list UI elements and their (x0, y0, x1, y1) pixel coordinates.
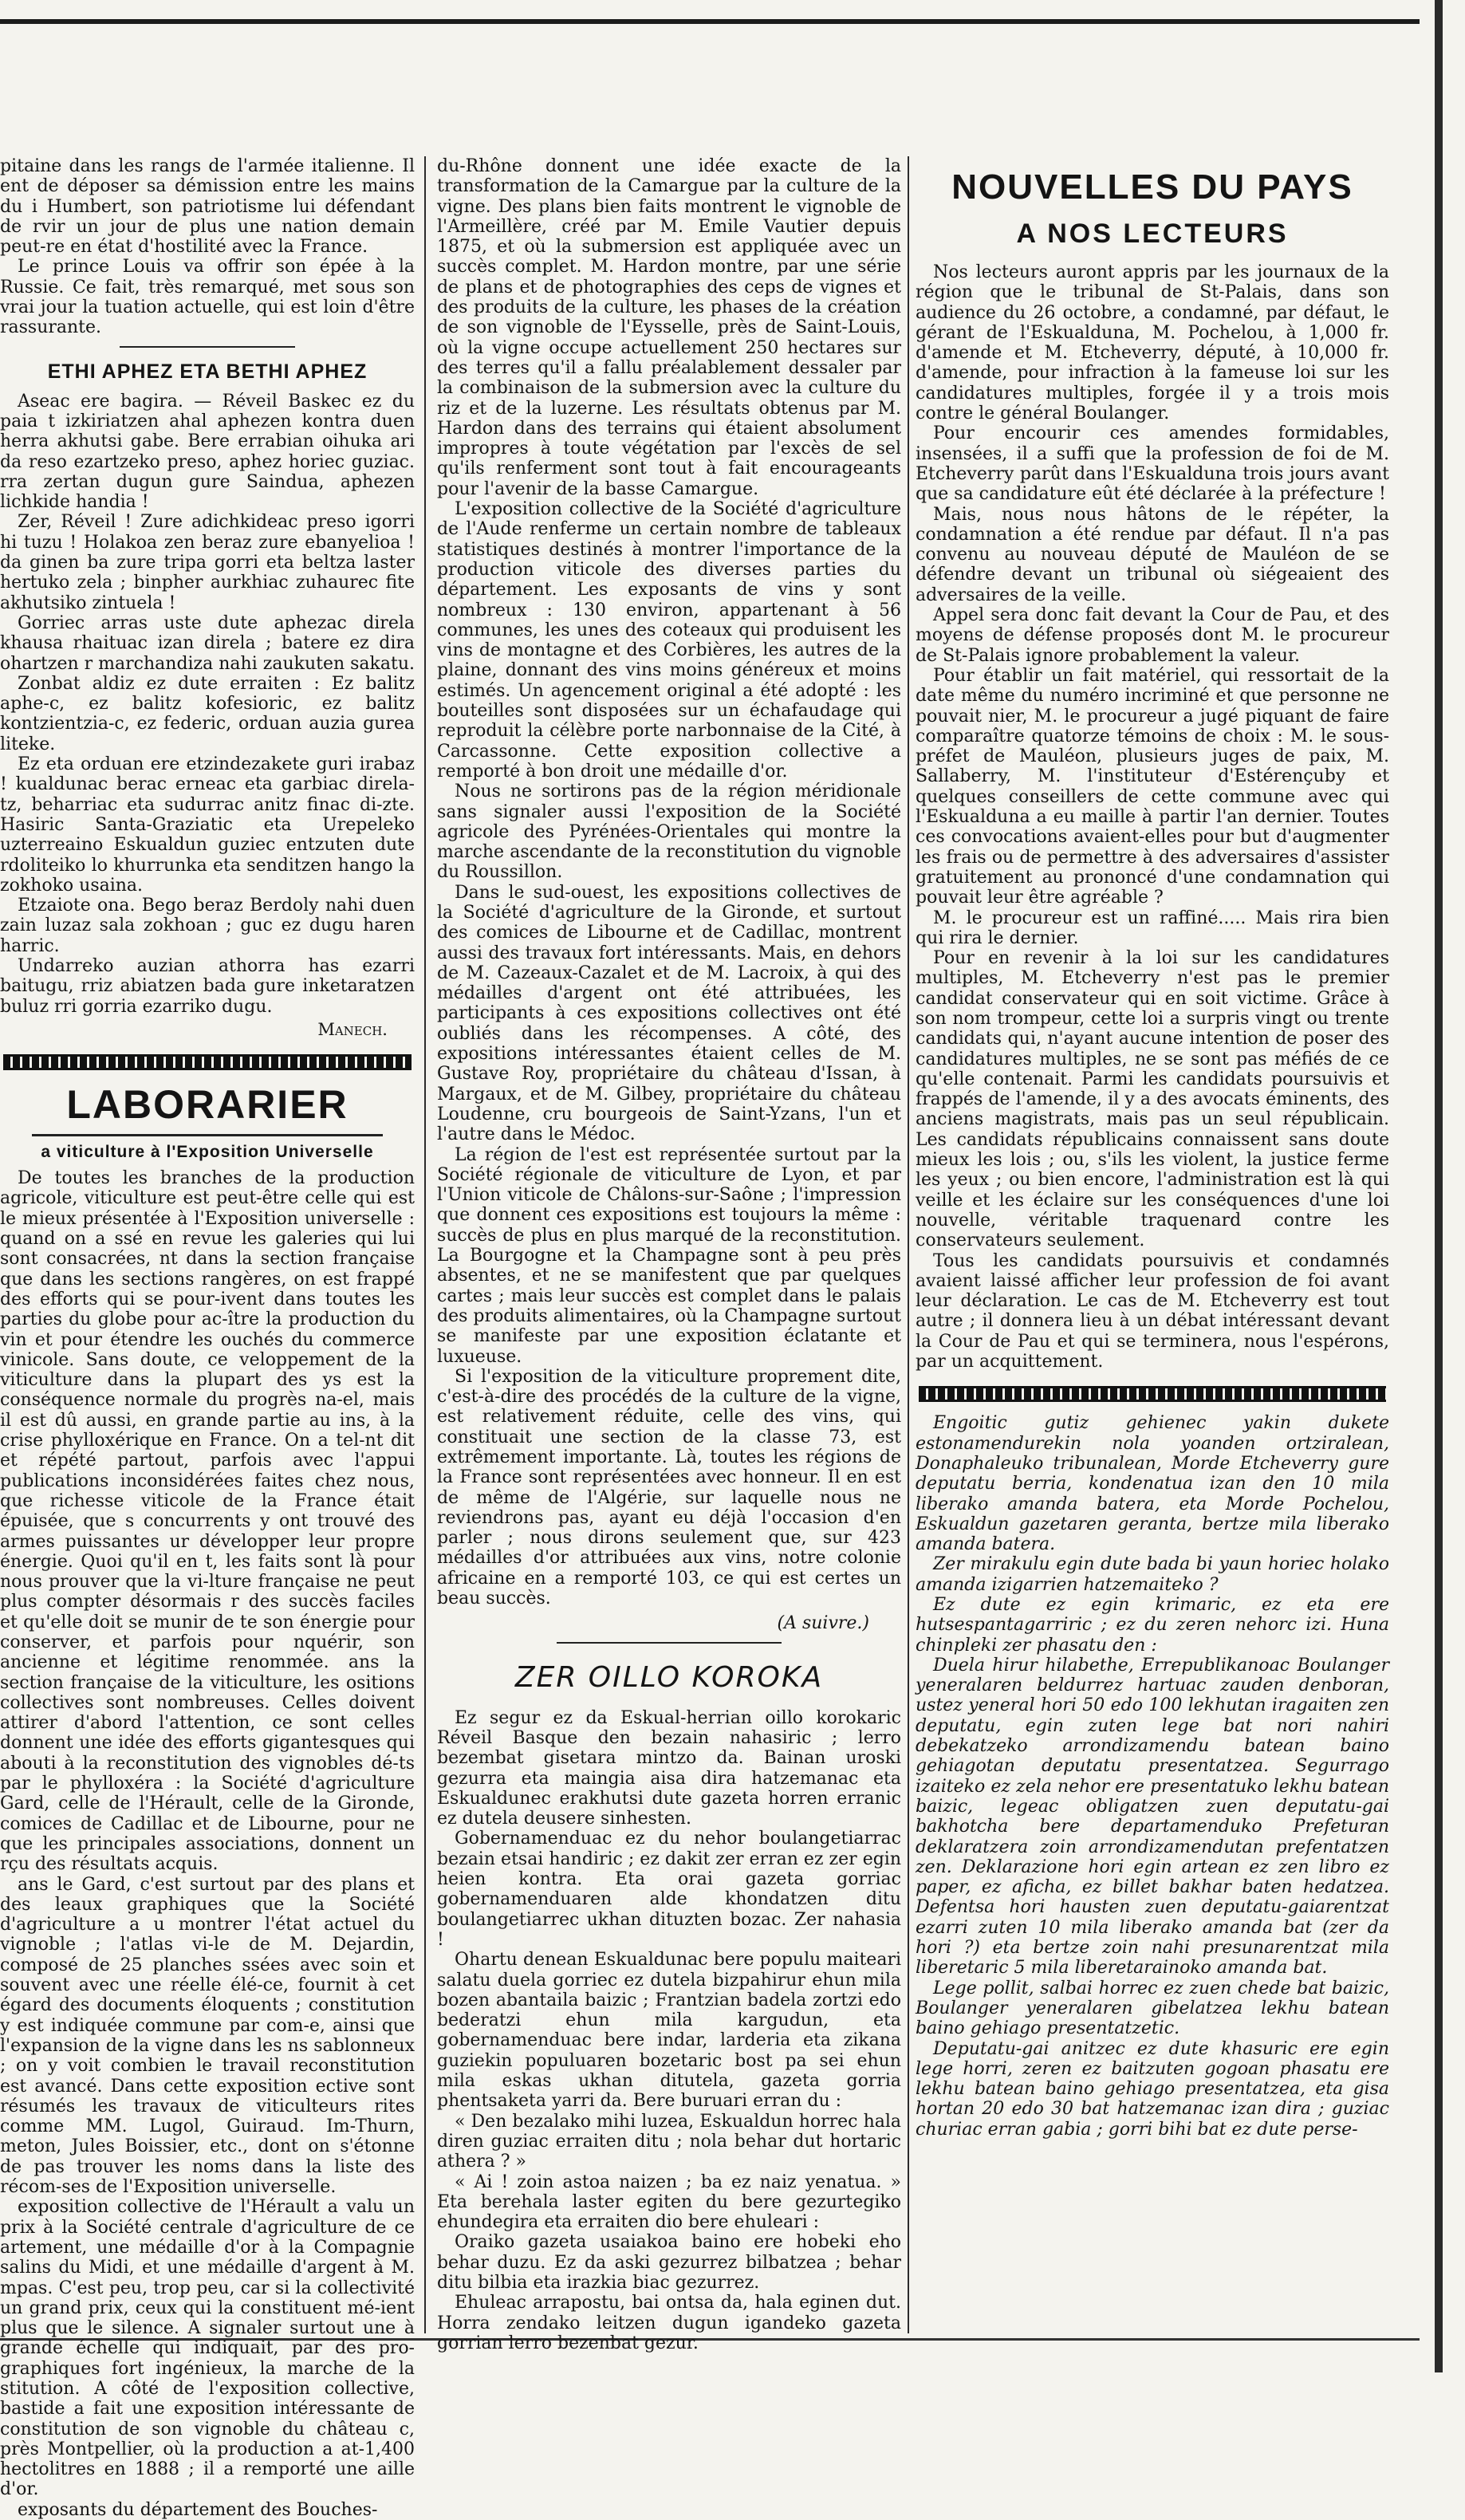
article-paragraph: Ez dute ez egin krimaric, ez eta ere hutsespantagarriric ; ez du zeren nehorc izi. Huna chinpleki zer phasatu den : (916, 1595, 1389, 1656)
article-paragraph: Ez segur ez da Eskual-herrian oillo korokaric Réveil Basque den bezain nahasiric ; lerro bezembat gisetara mintzo da. Bainan uroski gezurra eta maingia aisa dira hatzemanac eta Eskualdunec erakhutsi dute gazeta horren erranic ez dutela deusere sinhesten. (437, 1707, 901, 1829)
nouvelles-du-pays-heading: NOUVELLES DU PAYS (951, 167, 1353, 207)
article-paragraph: Ehuleac arrapostu, bai ontsa da, hala eginen dut. Horra zendako leitzen dugun igandeko gazeta gorrian lerro bezenbat gezur. (437, 2293, 901, 2353)
article-paragraph: Undarreko auzian athorra has ezarri baitugu, rriz abiatzen bada gure inketaratzen buluz rri gorria ezarriko dugu. (0, 955, 415, 1017)
article-paragraph: Tous les candidats poursuivis et condamnés avaient laissé afficher leur profession de foi avant leur déclaration. Le cas de M. Etcheverry est tout autre ; il donnera lieu à un débat intéressant devant la Cour de Pau et qui se terminera, nous l'espérons, par un acquittement. (916, 1250, 1389, 1372)
column-right (916, 156, 1389, 2333)
article-paragraph: Zer mirakulu egin dute bada bi yaun horiec holako amanda izigarrien hatzemaiteko ? (916, 1554, 1389, 1595)
a-nos-lecteurs-heading: A NOS LECTEURS (1016, 219, 1289, 249)
article-paragraph: Mais, nous nous hâtons de le répéter, la condamnation a été rendue par défaut. Il n'a pas convenu au nouveau député de Mauléon de se défendre devant un tribunal où siégeaient des adversaires de la veille. (916, 504, 1389, 605)
article-paragraph: Lege pollit, salbai horrec ez zuen chede bat baizic, Boulanger yeneralaren gibelatzea lekhu batean baino gehiago presentatzetic. (916, 1978, 1389, 2039)
separator-rule (32, 1134, 383, 1136)
article-paragraph: Zonbat aldiz ez dute erraiten : Ez balitz aphe-c, ez balitz kofesioric, ez balitz kontzientzia-c, ez federic, orduan auzia gurea liteke. (0, 673, 415, 754)
article-paragraph: Ez eta orduan ere etzindezakete guri irabaz ! kualdunac berac erneac eta garbiac direla-tz, beharriac eta sudurrac anitz finac di-zte. Hasiric Santa-Graziatic eta Urepeleko uzterreaino Eskualdun guziec entzuten dute rdoliteiko lo khurrunka eta senditzen hango la zokhoko usaina. (0, 754, 415, 896)
article-paragraph: « Ai ! zoin astoa naizen ; ba ez naiz yenatua. » Eta berehala laster egiten du bere gezurtegiko ehundegira eta erraiten dio bere ehuleari : (437, 2172, 901, 2233)
column-rule-left (424, 156, 426, 2333)
article-paragraph: M. le procureur est un raffiné..... Mais rira bien qui rira le dernier. (916, 908, 1389, 948)
article-paragraph: Si l'exposition de la viticulture proprement dite, c'est-à-dire des procédés de la culture de la vigne, est relativement réduite, celle des vins, qui constituait une section de la classe 73, est extrêmement importante. Là, toutes les régions de la France sont représentées avec honneur. Il en est de même de l'Algérie, sur laquelle nous ne reviendrons pas, ayant eu déjà l'occasion d'en parler ; nous dirons seulement que, sur 423 médailles d'or attribuées aux vins, notre colonie africaine en a remporté 103, ce qui est certes un beau succès. (437, 1366, 901, 1609)
bethi-aphez-heading: ETHI APHEZ ETA BETHI APHEZ (47, 360, 368, 383)
article-paragraph: Oraiko gazeta usaiakoa baino ere hobeki eho behar duzu. Ez da aski gezurrez bilbatzea ; behar ditu bilbia eta irazkia biac gezurrez. (437, 2232, 901, 2293)
article-paragraph: « Den bezalako mihi luzea, Eskualdun horrec hala diren guziac erraiten ditu ; nola behar dut hortaric athera ? » (437, 2111, 901, 2172)
article-paragraph: Nous ne sortirons pas de la région méridionale sans signaler aussi l'exposition de la Société agricole des Pyrénées-Orientales qui montre la marche ascendante de la reconstitution du vignoble du Roussillon. (437, 782, 901, 883)
article-paragraph: Pour établir un fait matériel, qui ressortait de la date même du numéro incriminé et que personne ne pouvait nier, M. le procureur a jugé piquant de faire comparaître quatorze témoins de choix : M. le sous-préfet de Mauléon, plusieurs juges de paix, M. Sallaberry, M. l'instituteur d'Estérençuby et quelques conseillers de cette commune avec qui l'Eskualduna a eu maille à partir l'an dernier. Toutes ces convocations avaient-elles pour but d'augmenter les frais ou de permettre à des adversaires d'assister gratuitement au prononcé d'une condamnation qui pouvait leur être agréable ? (916, 665, 1389, 908)
article-paragraph: Dans le sud-ouest, les expositions collectives de la Société d'agriculture de la Gironde, et surtout des comices de Libourne et de Cadillac, montrent aussi des travaux fort intéressants. Mais, en dehors de M. Cazeaux-Cazalet et de M. Lacroix, à qui des médailles d'argent ont été attribuées, les participants à ces expositions collectives ont été oubliés dans les récompenses. A côté, des expositions intéressantes étaient celles de M. Gustave Roy, propriétaire du château d'Issan, à Margaux, et de M. Gilbey, propriétaire du château Loudenne, cru bourgeois de Saint-Yzans, l'un et l'autre dans le Médoc. (437, 882, 901, 1145)
laborarier-subheading: a viticulture à l'Exposition Universelle (41, 1143, 374, 1162)
article-paragraph: Duela hirur hilabethe, Errepublikanoac Boulanger yeneralaren beldurrez hartuac zauden denboran, ustez yeneral hori 50 edo 100 lekhutan iragaiten zen deputatu, egin zuten lege bat nori nahiri debekatzeko arrondizamendu batean baino gehiagotan deputatu presentatzea. Segurrago izaiteko ez zela nehor ere presentatuko lekhu batean baizic, legeac obligatzen zuen deputatu-gai bakhotcha bere departamenduko Prefeturan deklaratzera zoin arrondizamendutan prefentatzen zen. Deklarazione hori egin artean ez zen libro ez paper, ez aficha, ez billet bakhar baten hedatzea. Defentsa hori hausten zuen deputatu-gaiarentzat ezarri zuten 10 mila liberako amanda bat (zer da hori ?) eta bertze zoin nahi presunarentzat mila liberetaric 5 mila liberetarainoko amanda bat. (916, 1655, 1389, 1979)
article-paragraph: exposition collective de l'Hérault a valu un prix à la Société centrale d'agriculture de ce artement, une médaille d'or à la Compagnie salins du Midi, et une médaille d'argent à M. mpas. C'est peu, trop peu, car si la collectivité un grand prix, ceux qui la constituent mé-ient plus que le silence. A signaler surtout une à grande échelle qui indiquait, par des pro-graphiques fort ingénieux, la marche de la stitution. A côté de l'exposition collective, bastide a fait une exposition intéressante de constitution de son vignoble du château c, près Montpellier, où la production a at-1,400 hectolitres en 1888 ; il a remporté une aille d'or. (0, 2197, 415, 2500)
article-paragraph: Engoitic gutiz gehienec yakin dukete estonamendurekin nola yoanden ortziralean, Donaphaleuko tribunalean, Morde Etcheverry gure deputatu berria, kondenatua izan den 10 mila liberako amanda batera, eta Morde Pochelou, Eskualdun gazetaren geranta, bertze mila liberako amanda batera. (916, 1413, 1389, 1555)
article-signature: Manech. (317, 1019, 388, 1039)
article-paragraph: Etzaiote ona. Bego beraz Berdoly nahi duen zain luzaz sala zokhoan ; guc ez dugu haren harric. (0, 896, 415, 956)
article-paragraph: Appel sera donc fait devant la Cour de Pau, et des moyens de défense proposés dont M. le procureur de St-Palais ignore probablement la valeur. (916, 605, 1389, 666)
article-paragraph: pitaine dans les rangs de l'armée italienne. Il ent de déposer sa démission entre les mains du i Humbert, son patriotisme lui défendant de rvir un jour de plus une nation demain peut-re en état d'hostilité avec la France. (0, 156, 415, 258)
article-paragraph: Nos lecteurs auront appris par les journaux de la région que le tribunal de St-Palais, dans son audience du 26 octobre, a condamné, par défaut, le gérant de l'Eskualduna, M. Pochelou, à 1,000 fr. d'amende et M. Etcheverry, député, à 10,000 fr. d'amende, pour infraction à la fameuse loi sur les candidatures multiples, forgée il y a trois mois contre le général Boulanger. (916, 262, 1389, 424)
section-divider-bar (3, 1054, 412, 1070)
page-top-rule (0, 19, 1420, 24)
article-paragraph: Gorriec arras uste dute aphezac direla khausa rhaituac izan direla ; batere ez dira ohartzen r marchandiza nahi zaukuten sakatu. (0, 612, 415, 674)
section-divider-bar (919, 1386, 1386, 1402)
article-paragraph: Gobernamenduac ez du nehor boulangetiarrac bezain etsai handiric ; ez dakit zer erran ez zer egin heien kontra. Eta orai gazeta gorriac gobernamenduaren alde khondatzen ditu boulangetiarrec ukhan dituzten bozac. Zer nahasia ! (437, 1829, 901, 1950)
article-paragraph: exposants du département des Bouches- (18, 2499, 378, 2520)
article-paragraph: Zer, Réveil ! Zure adichkideac preso igorri hi tuzu ! Holakoa zen beraz zure ebanyelioa ! da ginen ba zure tripa gorri eta beltza laster hertuko zela ; binpher aurkhiac zuhaurec fite akhutsiko zintuela ! (0, 512, 415, 613)
article-paragraph: De toutes les branches de la production agricole, viticulture est peut-être celle qui est le mieux présentée à l'Exposition universelle : quand on a ssé en revue les galeries qui lui sont consacrées, nt dans la section française que dans les sections rangères, on est frappé des efforts qui se pour-ivent dans toutes les parties du globe pour ac-ître la production du vin et pour étendre les ouchés du commerce vinicole. Sans doute, ce veloppement de la viticulture dans la plupart des ys est la conséquence normale du progrès na-el, mais il est dû aussi, en grande partie au ins, à la crise phylloxérique en France. On a tel-nt dit et répété partout, parfois avec l'appui publications inconsidérées faites chez nous, que richesse viticole de la France était épuisée, que s concurrents y ont trouvé des armes puissantes ur développer leur propre énergie. Quoi qu'il en t, les faits sont là pour nous prouver que la vi-lture française ne peut plus compter désormais r des succès faciles et qu'elle doit se munir de te son énergie pour conserver, et parfois pour nquérir, son ancienne et légitime renommée. ans la section française de la viticulture, les ositions collectives sont nombreuses. Celles doivent attirer d'abord l'attention, ce sont celles donnent une idée des efforts gigantesques qui abouti à la reconstitution des vignobles dé-ts par le phylloxéra : la Société d'agriculture Gard, celle de l'Hérault, celle de la Gironde, comices de Cadillac et de Libourne, pour ne que les principales associations, donnent un rçu des résultats acquis. (0, 1168, 415, 1875)
article-paragraph: Pour en revenir à la loi sur les candidatures multiples, M. Etcheverry n'est pas le premier candidat conservateur qui en soit victime. Grâce à son nom trompeur, cette loi a surpris vingt ou trente candidats qui, n'ayant aucune intention de poser des candidatures multiples, ne se sont pas méfiés de ce qu'elle contenait. Parmi les candidats poursuivis et frappés de l'amende, il y a des avocats éminents, des anciens magistrats, mais pas un seul républicain. Les candidats républicains connaissent sans doute mieux les lois ; ou, s'ils les violent, la justice ferme les yeux ; ou bien encore, l'administration est là qui veille et les éclaire sur les conséquences d'une loi nouvelle, véritable traquenard contre les conservateurs seulement. (916, 948, 1389, 1251)
article-paragraph: L'exposition collective de la Société d'agriculture de l'Aude renferme un certain nombre de tableaux statistiques destinés à montrer l'importance de la production viticole des diverses parties du département. Les exposants de vins y sont nombreux : 130 environ, appartenant à 56 communes, les unes des coteaux qui produisent les vins de montagne et des Corbières, les autres de la plaine, donnant des vins moins généreux et moins estimés. Un agencement original a été adopté : les bouteilles sont disposées sur un échafaudage qui reproduit la célèbre porte narbonnaise de la Cité, à Carcassonne. Cette exposition collective a remporté à bon droit une médaille d'or. (437, 499, 901, 782)
laborarier-heading: LABORARIER (66, 1082, 349, 1128)
separator-rule (557, 1642, 782, 1644)
article-paragraph: Deputatu-gai anitzec ez dute khasuric ere egin lege horri, zeren ez baitzuten gogoan phasatu ere lekhu batean baino gehiago presentatzea, eta gisa hortan 20 edo 30 bat hatzemanac izan dira ; guziac churiac erran gabia ; gorri bihi bat ez dute perse- (916, 2038, 1389, 2140)
article-paragraph: Le prince Louis va offrir son épée à la Russie. Ce fait, très remarqué, met sous son vrai jour la tuation actuelle, qui est loin d'être rassurante. (0, 257, 415, 338)
article-paragraph: Pour encourir ces amendes formidables, insensées, il a suffi que la profession de foi de M. Etcheverry parût dans l'Eskualduna trois jours avant que sa candidature eût été déclarée à la préfecture ! (916, 423, 1389, 505)
article-paragraph: Aseac ere bagira. — Réveil Baskec ez du paia t izkiriatzen ahal aphezen kontra duen herra akhutsi gabe. Bere errabian oihuka ari da reso ezartzeko preso, aphez horiec guziac. rra zertan dugun gure Saindua, aphezen lichkide handia ! (0, 391, 415, 513)
column-rule-right (908, 156, 909, 2333)
article-paragraph: ans le Gard, c'est surtout par des plans et des leaux graphiques que la Société d'agriculture a u montrer l'état actuel du vignoble ; l'atlas vi-le de M. Dejardin, composé de 25 planches ssées avec soin et souvent avec une réelle élé-ce, fournit à cet égard des documents éloquents ; constitution y est indiquée commune par com-e, ainsi que l'expansion de la vigne dans les ns sablonneux ; on y voit combien le travail reconstitution est avancé. Dans cette exposition ective sont résumés les travaux de viticulteurs rites comme MM. Lugol, Guiraud. Im-Thurn, meton, Jules Boissier, etc., dont on s'étonne de pas trouver les noms dans la liste des récom-ses de l'Exposition universelle. (0, 1874, 415, 2198)
basque-article (916, 1413, 1389, 2140)
column-left (0, 156, 415, 2520)
continuation-note: (A suivre.) (777, 1613, 869, 1634)
column-middle (437, 156, 901, 2353)
separator-rule (120, 346, 295, 348)
zer-oillo-koroka-heading: ZER OILLO KOROKA (514, 1660, 824, 1694)
article-paragraph: La région de l'est est représentée surtout par la Société régionale de viticulture de Lyon, et par l'Union viticole de Châlons-sur-Saône ; l'impression que donnent ces expositions est toujours la même : succès de plus en plus marqué de la reconstitution. La Bourgogne et la Champagne sont à peu près absentes, et ne se manifestent que par quelques cartes ; mais leur succès est complet dans le palais des produits alimentaires, où la Champagne surtout se manifeste par une exposition éclatante et luxueuse. (437, 1144, 901, 1367)
page-right-edge (1435, 0, 1443, 2372)
article-paragraph: Ohartu denean Eskualdunac bere populu maiteari salatu duela gorriec ez dutela bizpahirur ehun mila bozen abantaila baizic ; Frantzian badela zortzi edo bederatzi ehun mila kargudun, eta gobernamenduac bere indar, larderia eta zikana guziekin populuaren bozetaric bost pa sei ehun mila eskas ukhan ditutela, gazeta gorria phentsaketa yarri da. Bere buruari erran du : (437, 1950, 901, 2112)
article-paragraph: du-Rhône donnent une idée exacte de la transformation de la Camargue par la culture de la vigne. Des plans bien faits montrent le vignoble de l'Armeillère, créé par M. Emile Vautier depuis 1875, et où la submersion est appliquée avec un succès complet. M. Hardon montre, par une série de plans et de photographies des ceps de vignes et des produits de la culture, les phases de la création de son vignoble de l'Eysselle, près de Saint-Louis, où la vigne occupe actuellement 250 hectares sur des terres qu'il a fallu préalablement dessaler par la combinaison de la submersion avec la culture du riz et de la luzerne. Les résultats obtenus par M. Hardon dans des terrains qui étaient absolument impropres à toute végétation par l'excès de sel qu'ils renferment sont tout à fait encourageants pour l'avenir de la basse Camargue. (437, 156, 901, 499)
